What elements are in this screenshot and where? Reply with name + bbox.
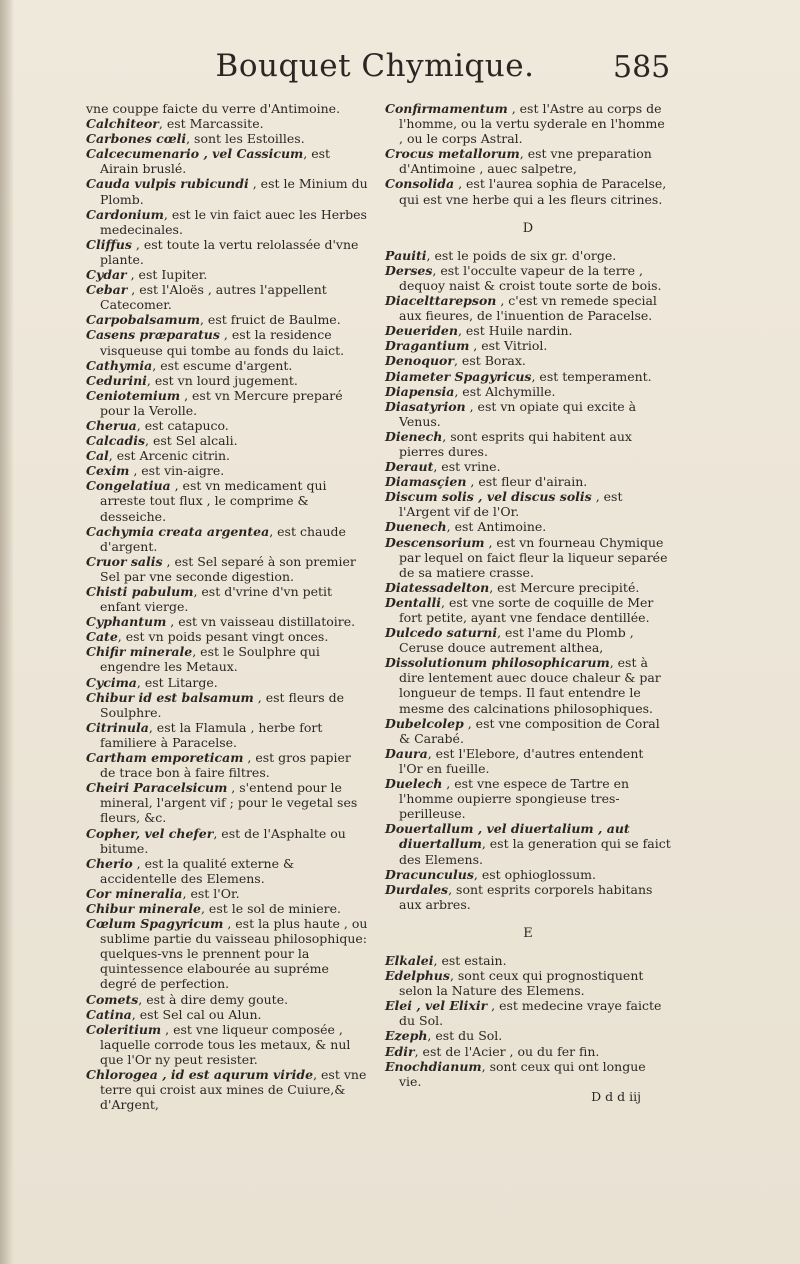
glossary-entry xyxy=(385,968,671,998)
entry-term: Chifir minerale xyxy=(86,644,193,660)
entry-term: Elkalei xyxy=(385,952,434,968)
glossary-entry xyxy=(385,716,671,746)
entry-term: Diatessadelton xyxy=(385,579,490,595)
entry-term: Discum solis , vel discus solis xyxy=(385,489,592,505)
entry-definition: , est l'Argent vif de l'Or. xyxy=(399,489,623,520)
entry-term: Consolida xyxy=(385,176,455,192)
glossary-entry xyxy=(385,655,671,715)
glossary-entry xyxy=(385,519,671,534)
entry-definition: , est vne sorte de coquille de Mer fort petite, ayant vne fendace dentillée. xyxy=(399,594,654,625)
entry-term: Cachymia creata argentea xyxy=(86,523,270,539)
entry-term: Calcadis xyxy=(86,433,146,449)
entry-definition: , sont esprits corporels habitans aux arbres. xyxy=(399,881,653,912)
entry-term: Chibur id est balsamum xyxy=(86,689,254,705)
glossary-entry xyxy=(385,625,671,655)
entry-term: Cydar xyxy=(86,267,127,283)
glossary-entry xyxy=(86,282,368,312)
entry-definition: , est vne liqueur composée , laquelle corrode tous les metaux, & nul que l'Or ny peut resister. xyxy=(100,1021,351,1067)
entry-definition: , est Marcassite. xyxy=(158,116,264,132)
entry-definition: , est du Sol. xyxy=(427,1028,503,1044)
entry-term: Denoquor xyxy=(385,353,454,369)
entry-term: Cherio xyxy=(86,855,133,871)
entry-definition: , est le Minium du Plomb. xyxy=(100,176,368,207)
glossary-entry xyxy=(86,388,368,418)
glossary-entry xyxy=(86,358,368,373)
entry-definition: , est de l'Acier , ou du fer fin. xyxy=(414,1043,600,1059)
glossary-entry xyxy=(385,399,671,429)
glossary-entry xyxy=(385,1059,671,1089)
entry-definition: , est chaude d'argent. xyxy=(100,523,346,554)
signature-mark: D d d iij xyxy=(591,1088,641,1104)
entry-definition: , est estain. xyxy=(433,952,507,968)
entry-term: Cartham emporeticam xyxy=(86,750,244,766)
entry-term: Diapensia xyxy=(385,383,455,399)
glossary-entry xyxy=(86,433,368,448)
entry-term: Dienech xyxy=(385,428,443,444)
entry-definition: , est l'aurea sophia de Paracelse, qui est vne herbe qui a les fleurs citrines. xyxy=(399,176,667,207)
entry-term: Dragantium xyxy=(385,338,470,354)
entry-definition: , est le vin faict auec les Herbes medecinales. xyxy=(100,206,367,237)
glossary-entry xyxy=(385,384,671,399)
entry-definition: , est vne preparation d'Antimoine , auec salpetre, xyxy=(399,146,652,177)
entry-term: Diamasçien xyxy=(385,474,467,490)
entry-definition: , est fleur d'airain. xyxy=(466,474,588,490)
entry-term: Dentalli xyxy=(385,594,441,610)
entry-definition: , est vne composition de Coral & Carabé. xyxy=(399,715,660,746)
entry-term: Cardonium xyxy=(86,206,164,222)
entry-definition: vne couppe faicte du verre d'Antimoine. xyxy=(86,101,341,116)
page-header xyxy=(0,48,800,94)
entry-term: Cyphantum xyxy=(86,614,167,630)
entry-definition: , est vn poids pesant vingt onces. xyxy=(117,629,329,645)
entry-definition: , est vn vaisseau distillatoire. xyxy=(166,614,356,630)
entry-definition: , est d'vrine d'vn petit enfant vierge. xyxy=(100,584,333,615)
entry-term: Cruor salis xyxy=(86,553,163,569)
entry-term: Edir xyxy=(385,1043,415,1059)
glossary-entry xyxy=(86,1022,368,1067)
entry-definition: , est Borax. xyxy=(453,353,526,369)
glossary-entry xyxy=(86,916,368,991)
entry-definition: , est medecine vraye faicte du Sol. xyxy=(399,998,662,1029)
entry-definition: , est Arcenic citrin. xyxy=(108,448,230,464)
entry-definition: , est l'Aloës , autres l'appellent Catecomer. xyxy=(100,282,327,313)
entry-term: Ezeph xyxy=(385,1028,428,1044)
glossary-entry xyxy=(385,176,671,206)
entry-term: Duenech xyxy=(385,519,447,535)
glossary-entry xyxy=(385,353,671,368)
entry-term: Cheiri Paracelsicum xyxy=(86,780,228,796)
entry-term: Diasatyrion xyxy=(385,398,466,414)
entry-definition: , est la plus haute , ou sublime partie du vaisseau philosophique: quelques-vns le prennent pour la quintessence elabourée au supréme degré de perfection. xyxy=(100,916,368,992)
entry-definition: , est Vitriol. xyxy=(469,338,548,354)
entry-definition: , est fleurs de Soulphre. xyxy=(100,689,345,720)
entry-definition: , est vne espece de Tartre en l'homme oupierre spongieuse tres-perilleuse. xyxy=(399,776,630,822)
entry-term: Enochdianum xyxy=(385,1058,482,1074)
glossary-entry xyxy=(86,418,368,433)
glossary-entry xyxy=(385,882,671,912)
section-letter-d: D xyxy=(522,220,534,236)
glossary-entry xyxy=(86,131,368,146)
glossary-entry xyxy=(385,429,671,459)
entry-term: Cathymia xyxy=(86,357,153,373)
entry-definition: , est fruict de Baulme. xyxy=(199,312,341,328)
glossary-entry xyxy=(385,821,671,866)
glossary-entry xyxy=(86,101,368,116)
entry-term: Coleritium xyxy=(86,1021,162,1037)
glossary-entry xyxy=(86,826,368,856)
entry-definition: , est l'Astre au corps de l'homme, ou la vertu syderale en l'homme , ou le corps Astral. xyxy=(399,101,665,147)
glossary-entry xyxy=(385,998,671,1028)
entry-term: Dracunculus xyxy=(385,866,474,882)
glossary-entry xyxy=(385,1028,671,1043)
entry-term: Pauiti xyxy=(385,247,427,263)
entry-definition: , est Mercure precipité. xyxy=(489,579,640,595)
glossary-entry xyxy=(86,116,368,131)
entry-term: Confirmamentum xyxy=(385,101,508,116)
glossary-entry xyxy=(385,323,671,338)
glossary-entry xyxy=(86,675,368,690)
glossary-entry xyxy=(86,992,368,1007)
entry-definition: , est l'ame du Plomb , Ceruse douce autrement althea, xyxy=(399,625,634,656)
entry-term: Cal xyxy=(86,448,109,464)
entry-definition: , est Litarge. xyxy=(136,674,218,690)
glossary-entry xyxy=(385,1044,671,1059)
glossary-entry xyxy=(385,474,671,489)
entry-definition: , est gros papier de trace bon à faire filtres. xyxy=(100,750,351,781)
entry-term: Cauda vulpis rubicundi xyxy=(86,176,249,192)
entry-definition: , est vin-aigre. xyxy=(129,463,225,479)
entry-definition: , est Antimoine. xyxy=(446,519,547,535)
entry-term: Dubelcolep xyxy=(385,715,464,731)
entry-definition: , sont ceux qui prognostiquent selon la Nature des Elemens. xyxy=(399,968,644,999)
entry-term: Diameter Spagyricus xyxy=(385,368,532,384)
entry-term: Comets xyxy=(86,991,139,1007)
entry-term: Casens præparatus xyxy=(86,327,220,343)
glossary-entry xyxy=(385,293,671,323)
entry-term: Deraut xyxy=(385,459,434,475)
glossary-entry xyxy=(385,263,671,293)
entry-definition: , est la generation qui se faict des Elemens. xyxy=(399,836,671,867)
glossary-entry xyxy=(385,146,671,176)
entry-definition: , est vrine. xyxy=(433,459,501,475)
entry-definition: , est vn opiate qui excite à Venus. xyxy=(399,398,637,429)
entry-definition: , est à dire demy goute. xyxy=(138,991,289,1007)
entry-definition: , est de l'Asphalte ou bitume. xyxy=(100,825,346,856)
entry-definition: , est toute la vertu relolassée d'vne plante. xyxy=(100,236,359,267)
glossary-entry xyxy=(86,373,368,388)
glossary-entry xyxy=(385,535,671,580)
entry-term: Chlorogea , id est aqurum viride xyxy=(86,1067,314,1082)
entry-definition: , est Sel cal ou Alun. xyxy=(131,1006,262,1022)
glossary-entry xyxy=(86,327,368,357)
glossary-entry xyxy=(385,776,671,821)
right-column-top xyxy=(385,101,671,207)
entry-term: Descensorium xyxy=(385,534,485,550)
entry-definition: , est la residence visqueuse qui tombe au fonds du laict. xyxy=(100,327,345,358)
entry-term: Cœlum Spagyricum xyxy=(86,916,224,932)
entry-definition: , sont les Estoilles. xyxy=(186,131,305,147)
glossary-entry xyxy=(385,867,671,882)
glossary-entry xyxy=(86,856,368,886)
entry-definition: , est à dire lentement auec douce chaleur & par longueur de temps. Il faut entendre le mesme des calcinations philosophiques. xyxy=(399,655,661,716)
entry-term: Carpobalsamum xyxy=(86,312,200,328)
entry-term: Durdales xyxy=(385,881,449,897)
glossary-entry xyxy=(86,629,368,644)
glossary-entry xyxy=(385,746,671,776)
entry-definition: , est Iupiter. xyxy=(126,267,208,283)
glossary-entry xyxy=(86,146,368,176)
glossary-entry xyxy=(86,780,368,825)
entry-term: Dissolutionum philosophicarum xyxy=(385,655,610,671)
entry-term: Dulcedo saturni xyxy=(385,625,498,641)
entry-term: Cherua xyxy=(86,417,137,433)
glossary-entry xyxy=(385,489,671,519)
left-column xyxy=(86,101,368,1112)
glossary-entry xyxy=(385,595,671,625)
entry-definition: , sont esprits qui habitent aux pierres dures. xyxy=(399,428,632,459)
glossary-entry xyxy=(86,267,368,282)
entry-term: Congelatiua xyxy=(86,478,171,494)
section-letter-e: E xyxy=(523,925,533,941)
entry-term: Calchiteor xyxy=(86,116,159,132)
entry-term: Cliffus xyxy=(86,236,132,252)
glossary-entry xyxy=(385,338,671,353)
entry-term: Cexim xyxy=(86,463,130,479)
entry-term: Chisti pabulum xyxy=(86,584,194,599)
glossary-entry xyxy=(86,614,368,629)
glossary-entry xyxy=(86,478,368,523)
glossary-entry xyxy=(385,459,671,474)
entry-term: Cebar xyxy=(86,282,128,298)
glossary-entry xyxy=(385,953,671,968)
glossary-entry xyxy=(86,176,368,206)
entry-term: Derses xyxy=(385,262,433,278)
entry-term: Cate xyxy=(86,629,118,645)
entry-term: Chibur minerale xyxy=(86,900,201,916)
entry-term: Cedurini xyxy=(86,372,147,388)
entry-term: Calcecumenario , vel Cassicum xyxy=(86,146,304,162)
page-number: 585 xyxy=(613,50,671,85)
entry-term: Daura xyxy=(385,745,428,761)
entry-term: Elei , vel Elixir xyxy=(385,998,488,1014)
entry-definition: , sont ceux qui ont longue vie. xyxy=(399,1058,646,1089)
entry-term: Duelech xyxy=(385,776,443,792)
glossary-entry xyxy=(385,580,671,595)
entry-definition: , est Airain bruslé. xyxy=(100,146,331,177)
entry-term: Cor mineralia xyxy=(86,885,183,901)
entry-definition: , est vne terre qui croist aux mines de Cuiure,& d'Argent, xyxy=(100,1067,367,1113)
glossary-entry xyxy=(385,101,671,146)
right-column xyxy=(385,101,671,1104)
entry-definition: , est escume d'argent. xyxy=(152,357,293,373)
glossary-entry xyxy=(86,901,368,916)
entry-term: Citrinula xyxy=(86,719,149,735)
entry-definition: , s'entend pour le mineral, l'argent vif ; pour le vegetal ses fleurs, &c. xyxy=(100,780,358,826)
entry-definition: , est vn lourd jugement. xyxy=(146,372,298,388)
glossary-entry xyxy=(86,463,368,478)
entry-definition: , est Alchymille. xyxy=(454,383,556,399)
entry-term: Carbones cœli xyxy=(86,131,187,147)
glossary-entry xyxy=(86,448,368,463)
entry-term: Edelphus xyxy=(385,968,450,984)
glossary-entry xyxy=(385,369,671,384)
glossary-entry xyxy=(86,1067,368,1112)
entry-term: Ceniotemium xyxy=(86,387,181,403)
right-column-e-entries xyxy=(385,953,671,1089)
entry-term: Copher, vel chefer xyxy=(86,825,214,841)
entry-definition: , est la Flamula , herbe fort familiere à Paracelse. xyxy=(100,719,323,750)
entry-definition: , est le sol de miniere. xyxy=(200,900,342,916)
glossary-entry xyxy=(86,312,368,327)
glossary-entry xyxy=(86,207,368,237)
entry-definition: , est catapuco. xyxy=(136,417,229,433)
entry-term: Diacelttarepson xyxy=(385,293,497,309)
entry-definition: , est la qualité externe & accidentelle des Elemens. xyxy=(100,855,295,886)
glossary-entry xyxy=(86,690,368,720)
entry-term: Douertallum , vel diuertalium , aut diuertallum xyxy=(385,821,630,852)
entry-definition: , est ophioglossum. xyxy=(473,866,596,882)
glossary-entry xyxy=(86,524,368,554)
entry-definition: , c'est vn remede special aux fieures, de l'inuention de Paracelse. xyxy=(399,293,657,324)
entry-definition: , est temperament. xyxy=(531,368,652,384)
entry-term: Catina xyxy=(86,1006,132,1022)
page-gutter xyxy=(0,0,14,1264)
entry-definition: , est l'occulte vapeur de la terre , dequoy naist & croist toute sorte de bois. xyxy=(399,262,662,293)
glossary-entry xyxy=(385,248,671,263)
glossary-entry xyxy=(86,644,368,674)
entry-definition: , est l'Or. xyxy=(182,885,240,901)
entry-term: Cycima xyxy=(86,674,137,690)
glossary-entry xyxy=(86,720,368,750)
entry-definition: , est vn Mercure preparé pour la Verolle. xyxy=(100,387,343,418)
running-title: Bouquet Chymique. xyxy=(215,48,535,84)
entry-definition: , est vn fourneau Chymique par lequel on faict fleur la liqueur separée de sa matiere crasse. xyxy=(399,534,668,580)
glossary-entry xyxy=(86,554,368,584)
entry-definition: , est le poids de six gr. d'orge. xyxy=(426,247,617,263)
glossary-entry xyxy=(86,1007,368,1022)
entry-definition: , est l'Elebore, d'autres entendent l'Or en fueille. xyxy=(399,745,644,776)
entry-definition: , est vn medicament qui arreste tout flux , le comprime & desseiche. xyxy=(100,478,327,524)
entry-definition: , est Sel alcali. xyxy=(145,433,238,449)
entry-term: Crocus metallorum xyxy=(385,146,520,162)
entry-term: Deueriden xyxy=(385,323,458,339)
glossary-entry xyxy=(86,750,368,780)
right-column-d-entries xyxy=(385,248,671,912)
glossary-entry xyxy=(86,886,368,901)
entry-definition: , est Huile nardin. xyxy=(457,323,573,339)
glossary-entry xyxy=(86,584,368,614)
entry-definition: , est Sel separé à son premier Sel par vne seconde digestion. xyxy=(100,553,356,584)
glossary-entry xyxy=(86,237,368,267)
entry-definition: , est le Soulphre qui engendre les Metaux. xyxy=(100,644,320,675)
